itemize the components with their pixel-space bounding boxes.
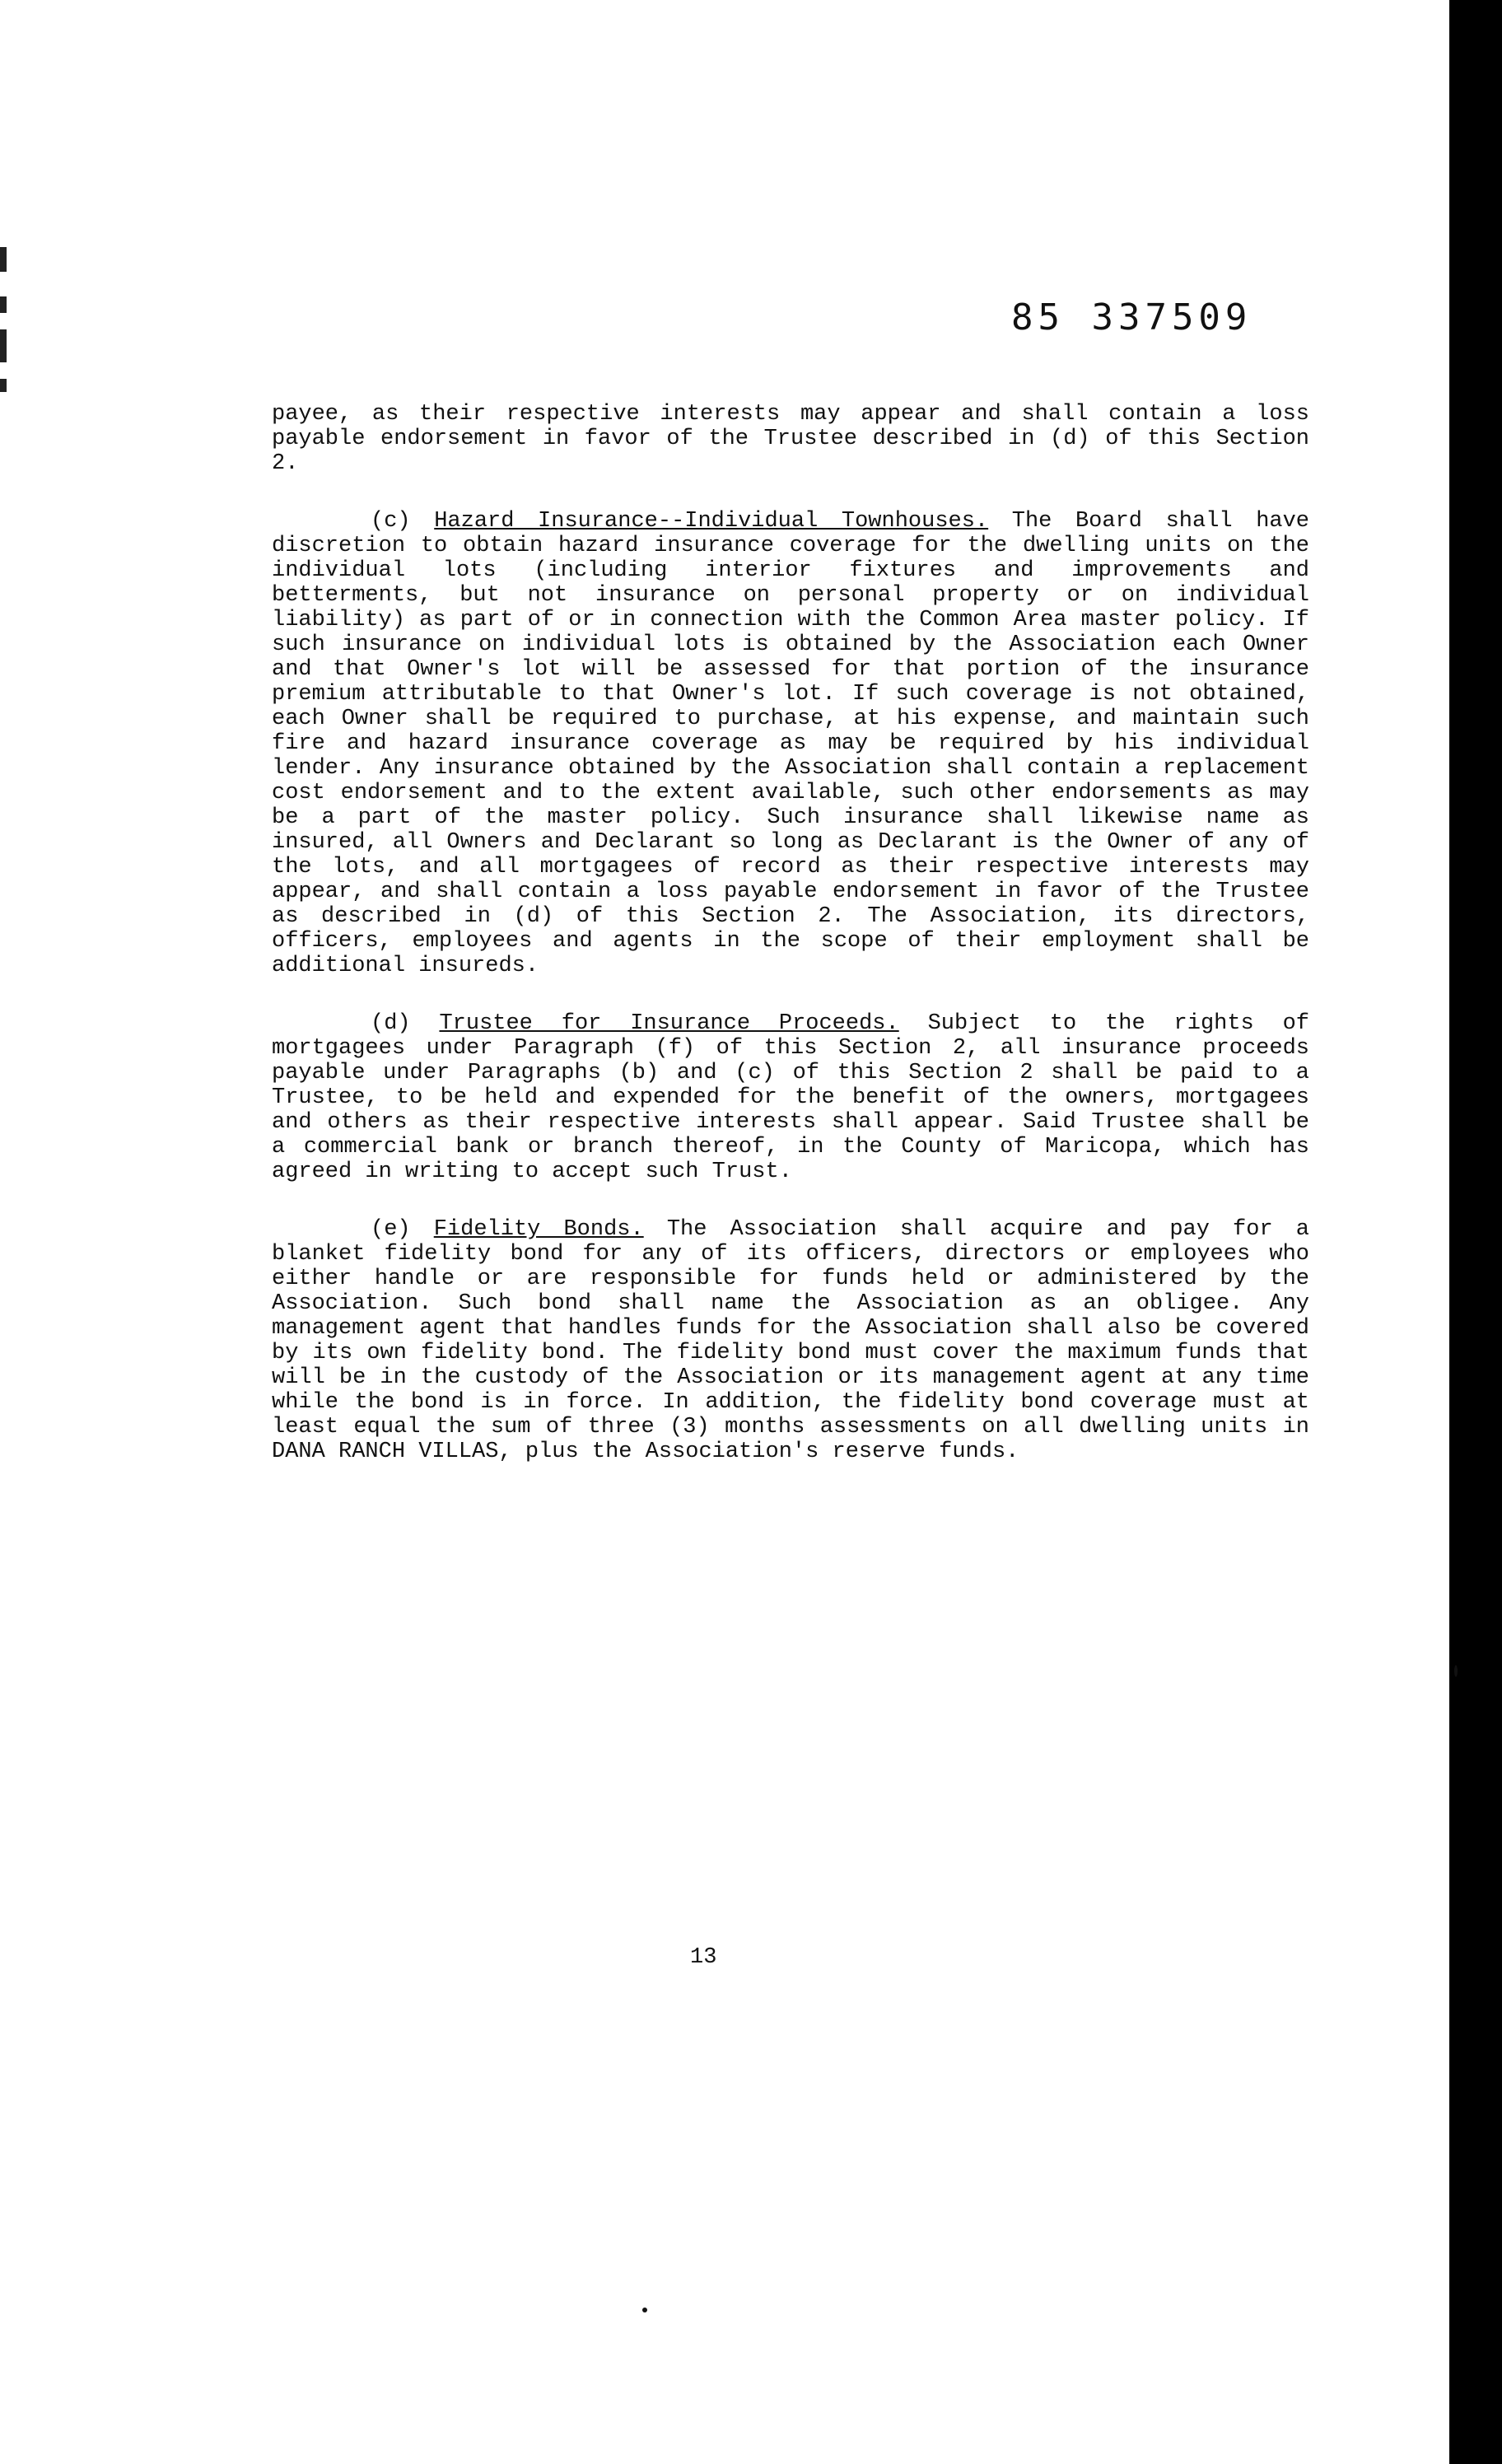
scan-edge-mark: [0, 379, 7, 392]
scan-speck: [642, 2308, 647, 2312]
paragraph-e: [272, 1217, 1309, 1464]
paragraph-label: (d): [371, 1011, 411, 1036]
paragraph-heading: Fidelity Bonds.: [433, 1217, 644, 1242]
paragraph-text: The Board shall have discretion to obtain hazard insurance coverage for the dwelling units on the individual lots (including interior fixtures and improvements and betterments, but not insurance on personal property or on individual liability) as part of or in connection with the Common Area master policy. If such insurance on individual lots is obtained by the Association each Owner and that Owner's lot will be assessed for that portion of the insurance premium attributable to that Owner's lot. If such coverage is not obtained, each Owner shall be required to purchase, at his expense, and maintain such fire and hazard insurance coverage as may be required by his individual lender. Any insurance obtained by the Association shall contain a replacement cost endorsement and to the extent available, such other endorsements as may be a part of the master policy. Such insurance shall likewise name as insured, all Owners and Declarant so long as Declarant is the Owner of any of the lots, and all mortgagees of record as their respective interests may appear, and shall contain a loss payable endorsement in favor of the Trustee as described in (d) of this Section 2. The Association, its directors, officers, employees and agents in the scope of their employment shall be additional insureds.: [272, 509, 1310, 978]
paragraph-c: [272, 509, 1309, 978]
paragraph-label: (e): [371, 1217, 411, 1242]
paragraph-heading: Trustee for Insurance Proceeds.: [439, 1011, 899, 1036]
page-number: 13: [690, 1945, 717, 1970]
paragraph-text: The Association shall acquire and pay for a blanket fidelity bond for any of its officers, directors or employees who either handle or are responsible for funds held or administered by the Association. Such bond shall name the Association as an obligee. Any management agent that handles funds for the Association shall also be covered by its own fidelity bond. The fidelity bond must cover the maximum funds that will be in the custody of the Association or its management agent at any time while the bond is in force. In addition, the fidelity bond coverage must at least equal the sum of three (3) months assessments on all dwelling units in DANA RANCH VILLAS, plus the Association's reserve funds.: [272, 1217, 1309, 1464]
paragraph-text: Subject to the rights of mortgagees under Paragraph (f) of this Section 2, all insurance proceeds payable under Paragraphs (b) and (c) of this Section 2 shall be paid to a Trustee, to be held and expended for the benefit of the owners, mortgagees and others as their respective interests shall appear. Said Trustee shall be a commercial bank or branch thereof, in the County of Maricopa, which has agreed in writing to accept such Trust.: [272, 1011, 1310, 1184]
document-number: 85 337509: [1011, 296, 1252, 338]
paragraph-continuation: [272, 402, 1309, 476]
scan-edge-mark: [0, 329, 7, 362]
paragraph-label: (c): [371, 509, 411, 534]
document-body: [272, 402, 1309, 1497]
paragraph-text: payee, as their respective interests may appear and shall contain a loss payable endorsement in favor of the Trustee described in (d) of this Section 2.: [272, 402, 1309, 476]
paragraph-heading: Hazard Insurance--Individual Townhouses.: [434, 509, 989, 534]
paragraph-d: [272, 1011, 1309, 1184]
scan-edge-mark: [0, 296, 7, 313]
scan-edge-mark: [0, 247, 7, 272]
scan-speck: [1454, 1665, 1458, 1677]
